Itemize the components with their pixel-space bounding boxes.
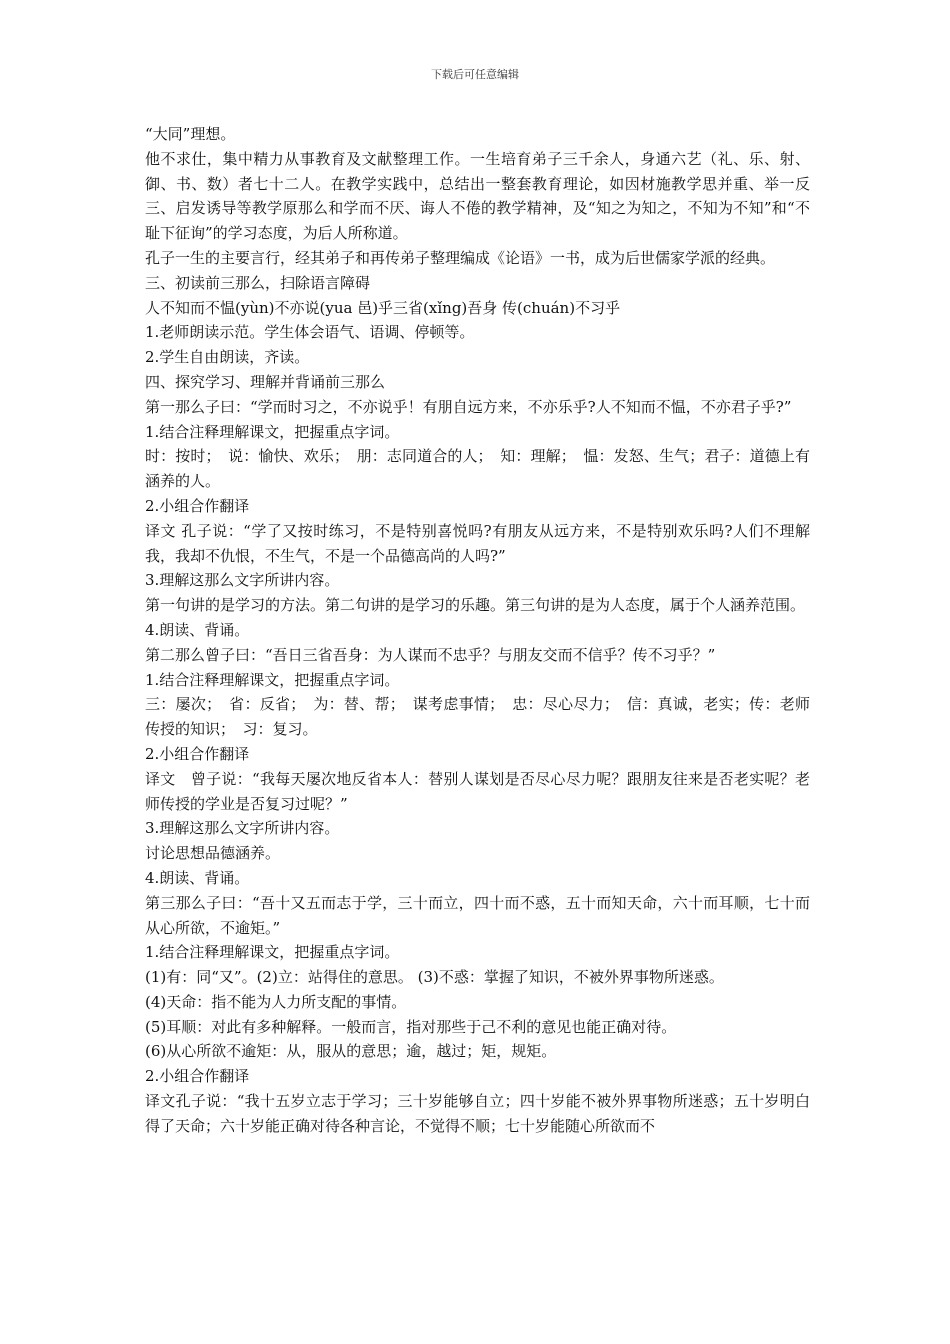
paragraph: 时：按时； 说：愉快、欢乐； 朋：志同道合的人； 知：理解； 愠：发怒、生气；君子：道德上有涵养的人。: [145, 447, 810, 491]
paragraph: 2.小组合作翻译: [145, 496, 250, 515]
page-header: 下载后可任意编辑: [431, 68, 519, 81]
paragraph: 2.小组合作翻译: [145, 1067, 250, 1086]
paragraph: (6)从心所欲不逾矩：从，服从的意思；逾，越过；矩，规矩。: [145, 1042, 557, 1061]
paragraph: 3.理解这那么文字所讲内容。: [145, 571, 340, 590]
paragraph: 人不知而不愠(yùn)不亦说(yua 邑)乎三省(xǐng)吾身 传(chuán)不习乎: [145, 298, 621, 317]
paragraph: 2.学生自由朗读，齐读。: [145, 348, 310, 367]
paragraph: 1.结合注释理解课文，把握重点字词。: [145, 943, 400, 962]
paragraph: 译文孔子说：“我十五岁立志于学习；三十岁能够自立；四十岁能不被外界事物所迷惑；五十岁明白得了天命；六十岁能正确对待各种言论，不觉得不顺；七十岁能随心所欲而不: [145, 1092, 810, 1135]
paragraph: 译文 曾子说：“我每天屡次地反省本人：替别人谋划是否尽心尽力呢？跟朋友往来是否老实呢？老师传授的学业是否复习过呢？”: [145, 769, 810, 813]
paragraph: (1)有：同“又”。(2)立：站得住的意思。 (3)不惑：掌握了知识，不被外界事物所迷惑。: [145, 968, 724, 987]
paragraph: 第二那么曾子曰：“吾日三省吾身：为人谋而不忠乎？与朋友交而不信乎？传不习乎？”: [145, 645, 716, 664]
paragraph: 4.朗读、背诵。: [145, 868, 250, 887]
paragraph: 1.结合注释理解课文，把握重点字词。: [145, 422, 400, 441]
section-heading: 三、初读前三那么，扫除语言障碍: [145, 273, 371, 292]
paragraph: 3.理解这那么文字所讲内容。: [145, 819, 340, 838]
paragraph: 第一那么子曰：“学而时习之，不亦说乎！有朋自远方来，不亦乐乎?人不知而不愠，不亦君子乎?”: [145, 397, 792, 416]
paragraph: “大同”理想。: [145, 125, 236, 143]
paragraph: 讨论思想品德涵养。: [145, 844, 281, 863]
paragraph: 三：屡次； 省：反省； 为：替、帮； 谋考虑事情； 忠：尽心尽力； 信：真诚，老实；传：老师传授的知识； 习：复习。: [145, 695, 810, 739]
paragraph: 2.小组合作翻译: [145, 744, 250, 763]
document-body: [145, 122, 810, 1139]
paragraph: (5)耳顺：对此有多种解释。一般而言，指对那些于己不利的意见也能正确对待。: [145, 1017, 677, 1036]
paragraph: 1.结合注释理解课文，把握重点字词。: [145, 670, 400, 689]
paragraph: (4)天命：指不能为人力所支配的事情。: [145, 992, 407, 1011]
paragraph: 4.朗读、背诵。: [145, 620, 250, 639]
paragraph: 第三那么子曰：“吾十又五而志于学，三十而立，四十而不惑，五十而知天命，六十而耳顺，七十而从心所欲，不逾矩。”: [145, 893, 810, 937]
paragraph: 孔子一生的主要言行，经其弟子和再传弟子整理编成《论语》一书，成为后世儒家学派的经典。: [145, 248, 776, 267]
paragraph: 译文 孔子说：“学了又按时练习，不是特别喜悦吗?有朋友从远方来，不是特别欢乐吗?人们不理解我，我却不仇恨，不生气，不是一个品德高尚的人吗?”: [145, 521, 810, 565]
paragraph: 他不求仕，集中精力从事教育及文献整理工作。一生培育弟子三千余人，身通六艺（礼、乐、射、御、书、数）者七十二人。在教学实践中，总结出一整套教育理论，如因材施教学思并重、举一反三、启发诱导等教学原那么和学而不厌、诲人不倦的教学精神，及“知之为知之，不知为不知”和“不耻下征询”的学习态度，为后人所称道。: [145, 149, 810, 243]
paragraph: 1.老师朗读示范。学生体会语气、语调、停顿等。: [145, 323, 475, 342]
paragraph: 第一句讲的是学习的方法。第二句讲的是学习的乐趣。第三句讲的是为人态度，属于个人涵养范围。: [145, 596, 806, 615]
section-heading: 四、探究学习、理解并背诵前三那么: [145, 372, 386, 391]
